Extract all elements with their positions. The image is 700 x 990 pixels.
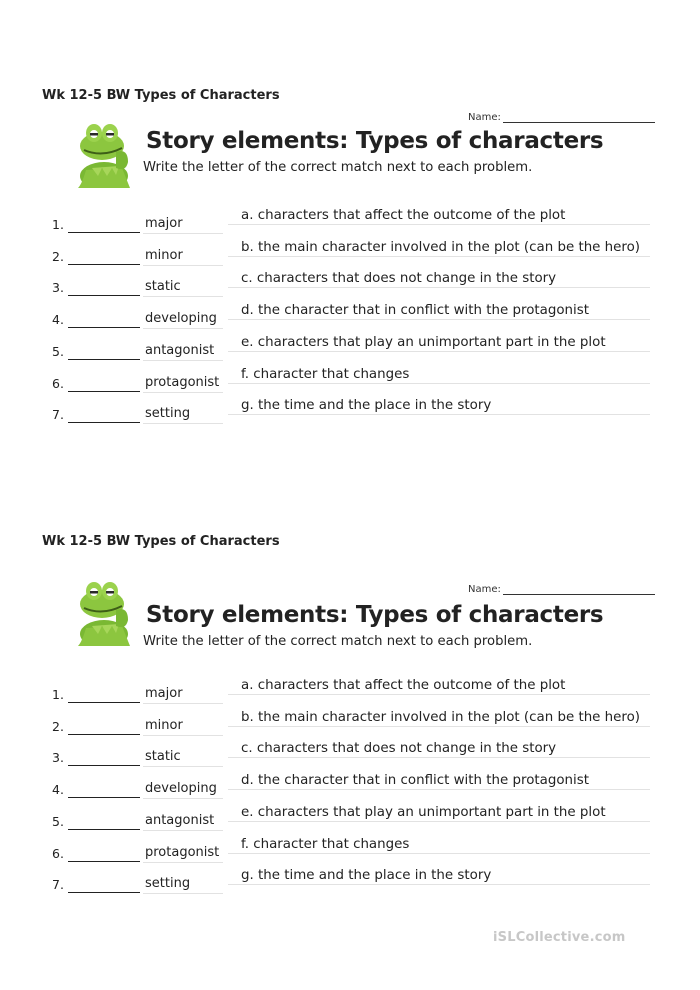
term-rule — [143, 735, 223, 736]
item-term: protagonist — [145, 374, 220, 390]
item-number: 7. — [52, 407, 64, 423]
item-term: setting — [145, 876, 191, 892]
list-item — [0, 301, 700, 333]
worksheet-top — [0, 88, 700, 508]
sheet-label: Wk 12-5 BW Types of Characters — [42, 88, 280, 103]
item-number: 5. — [52, 343, 64, 359]
answer-blank[interactable] — [68, 295, 140, 296]
term-rule — [143, 423, 223, 424]
item-term: protagonist — [145, 844, 220, 860]
term-rule — [143, 798, 223, 799]
worksheet-title: Story elements: Types of characters — [146, 128, 604, 154]
answer-blank[interactable] — [68, 264, 140, 265]
item-definition: d. the character that in conflict with the protagonist — [241, 773, 589, 789]
item-term: antagonist — [145, 812, 215, 828]
item-number: 6. — [52, 375, 64, 391]
definition-rule — [228, 821, 650, 822]
definition-rule — [228, 287, 650, 288]
answer-blank[interactable] — [68, 391, 140, 392]
watermark: iSLCollective.com — [493, 930, 626, 945]
name-blank-line[interactable] — [503, 112, 655, 123]
term-rule — [143, 360, 223, 361]
list-item — [0, 676, 700, 708]
item-definition: e. characters that play an unimportant part in the plot — [241, 334, 606, 350]
list-item — [0, 739, 700, 771]
item-definition: f. character that changes — [241, 366, 410, 382]
list-item — [0, 333, 700, 365]
item-number: 2. — [52, 248, 64, 264]
item-number: 4. — [52, 312, 64, 328]
item-definition: e. characters that play an unimportant part in the plot — [241, 804, 606, 820]
list-item — [0, 835, 700, 867]
answer-blank[interactable] — [68, 734, 140, 735]
definition-rule — [228, 414, 650, 415]
item-definition: g. the time and the place in the story — [241, 398, 492, 414]
item-number: 5. — [52, 813, 64, 829]
answer-blank[interactable] — [68, 892, 140, 893]
list-item — [0, 771, 700, 803]
item-number: 3. — [52, 750, 64, 766]
answer-blank[interactable] — [68, 422, 140, 423]
item-definition: b. the main character involved in the plot (can be the hero) — [241, 239, 641, 255]
item-term: major — [145, 686, 183, 701]
item-definition: b. the main character involved in the plot (can be the hero) — [241, 709, 641, 725]
definition-rule — [228, 789, 650, 790]
answer-blank[interactable] — [68, 861, 140, 862]
item-definition: a. characters that affect the outcome of the plot — [241, 208, 566, 223]
name-field[interactable] — [468, 112, 655, 123]
term-rule — [143, 862, 223, 863]
item-term: static — [145, 749, 181, 765]
definition-rule — [228, 757, 650, 758]
term-rule — [143, 893, 223, 894]
definition-rule — [228, 256, 650, 257]
item-term: developing — [145, 311, 217, 327]
item-term: antagonist — [145, 342, 215, 358]
answer-blank[interactable] — [68, 702, 140, 703]
item-term: major — [145, 216, 183, 231]
frog-icon — [72, 576, 134, 646]
item-number: 6. — [52, 845, 64, 861]
answer-blank[interactable] — [68, 359, 140, 360]
definition-rule — [228, 224, 650, 225]
list-item — [0, 365, 700, 397]
item-definition: c. characters that does not change in the story — [241, 741, 557, 757]
frog-icon — [72, 118, 134, 188]
worksheet-instruction: Write the letter of the correct match next to each problem. — [143, 634, 533, 649]
term-rule — [143, 392, 223, 393]
term-rule — [143, 328, 223, 329]
term-rule — [143, 703, 223, 704]
item-number: 4. — [52, 782, 64, 798]
definition-rule — [228, 694, 650, 695]
definition-rule — [228, 853, 650, 854]
answer-blank[interactable] — [68, 829, 140, 830]
definition-rule — [228, 726, 650, 727]
term-rule — [143, 233, 223, 234]
definition-rule — [228, 319, 650, 320]
list-item — [0, 238, 700, 270]
item-definition: a. characters that affect the outcome of the plot — [241, 678, 566, 693]
name-label: Name: — [468, 112, 501, 123]
item-term: minor — [145, 247, 183, 263]
item-definition: f. character that changes — [241, 836, 410, 852]
answer-blank[interactable] — [68, 765, 140, 766]
item-definition: d. the character that in conflict with the protagonist — [241, 303, 589, 319]
term-rule — [143, 296, 223, 297]
list-item — [0, 269, 700, 301]
item-number: 1. — [52, 217, 64, 232]
item-number: 7. — [52, 877, 64, 893]
item-number: 1. — [52, 687, 64, 702]
item-number: 3. — [52, 280, 64, 296]
item-definition: c. characters that does not change in the story — [241, 271, 557, 287]
name-field[interactable] — [468, 584, 655, 595]
item-term: developing — [145, 781, 217, 797]
worksheet-bottom — [0, 534, 700, 954]
item-term: setting — [145, 406, 191, 422]
definition-rule — [228, 383, 650, 384]
term-rule — [143, 265, 223, 266]
list-item — [0, 866, 700, 898]
list-item — [0, 396, 700, 428]
answer-blank[interactable] — [68, 232, 140, 233]
definition-rule — [228, 884, 650, 885]
definition-rule — [228, 351, 650, 352]
list-item — [0, 206, 700, 238]
sheet-label: Wk 12-5 BW Types of Characters — [42, 534, 280, 549]
term-rule — [143, 766, 223, 767]
answer-blank[interactable] — [68, 797, 140, 798]
item-definition: g. the time and the place in the story — [241, 868, 492, 884]
name-blank-line[interactable] — [503, 584, 655, 595]
list-item — [0, 708, 700, 740]
term-rule — [143, 830, 223, 831]
name-label: Name: — [468, 584, 501, 595]
worksheet-title: Story elements: Types of characters — [146, 602, 604, 628]
answer-blank[interactable] — [68, 327, 140, 328]
item-number: 2. — [52, 718, 64, 734]
item-term: minor — [145, 717, 183, 733]
worksheet-instruction: Write the letter of the correct match next to each problem. — [143, 160, 533, 175]
list-item — [0, 803, 700, 835]
item-term: static — [145, 279, 181, 295]
